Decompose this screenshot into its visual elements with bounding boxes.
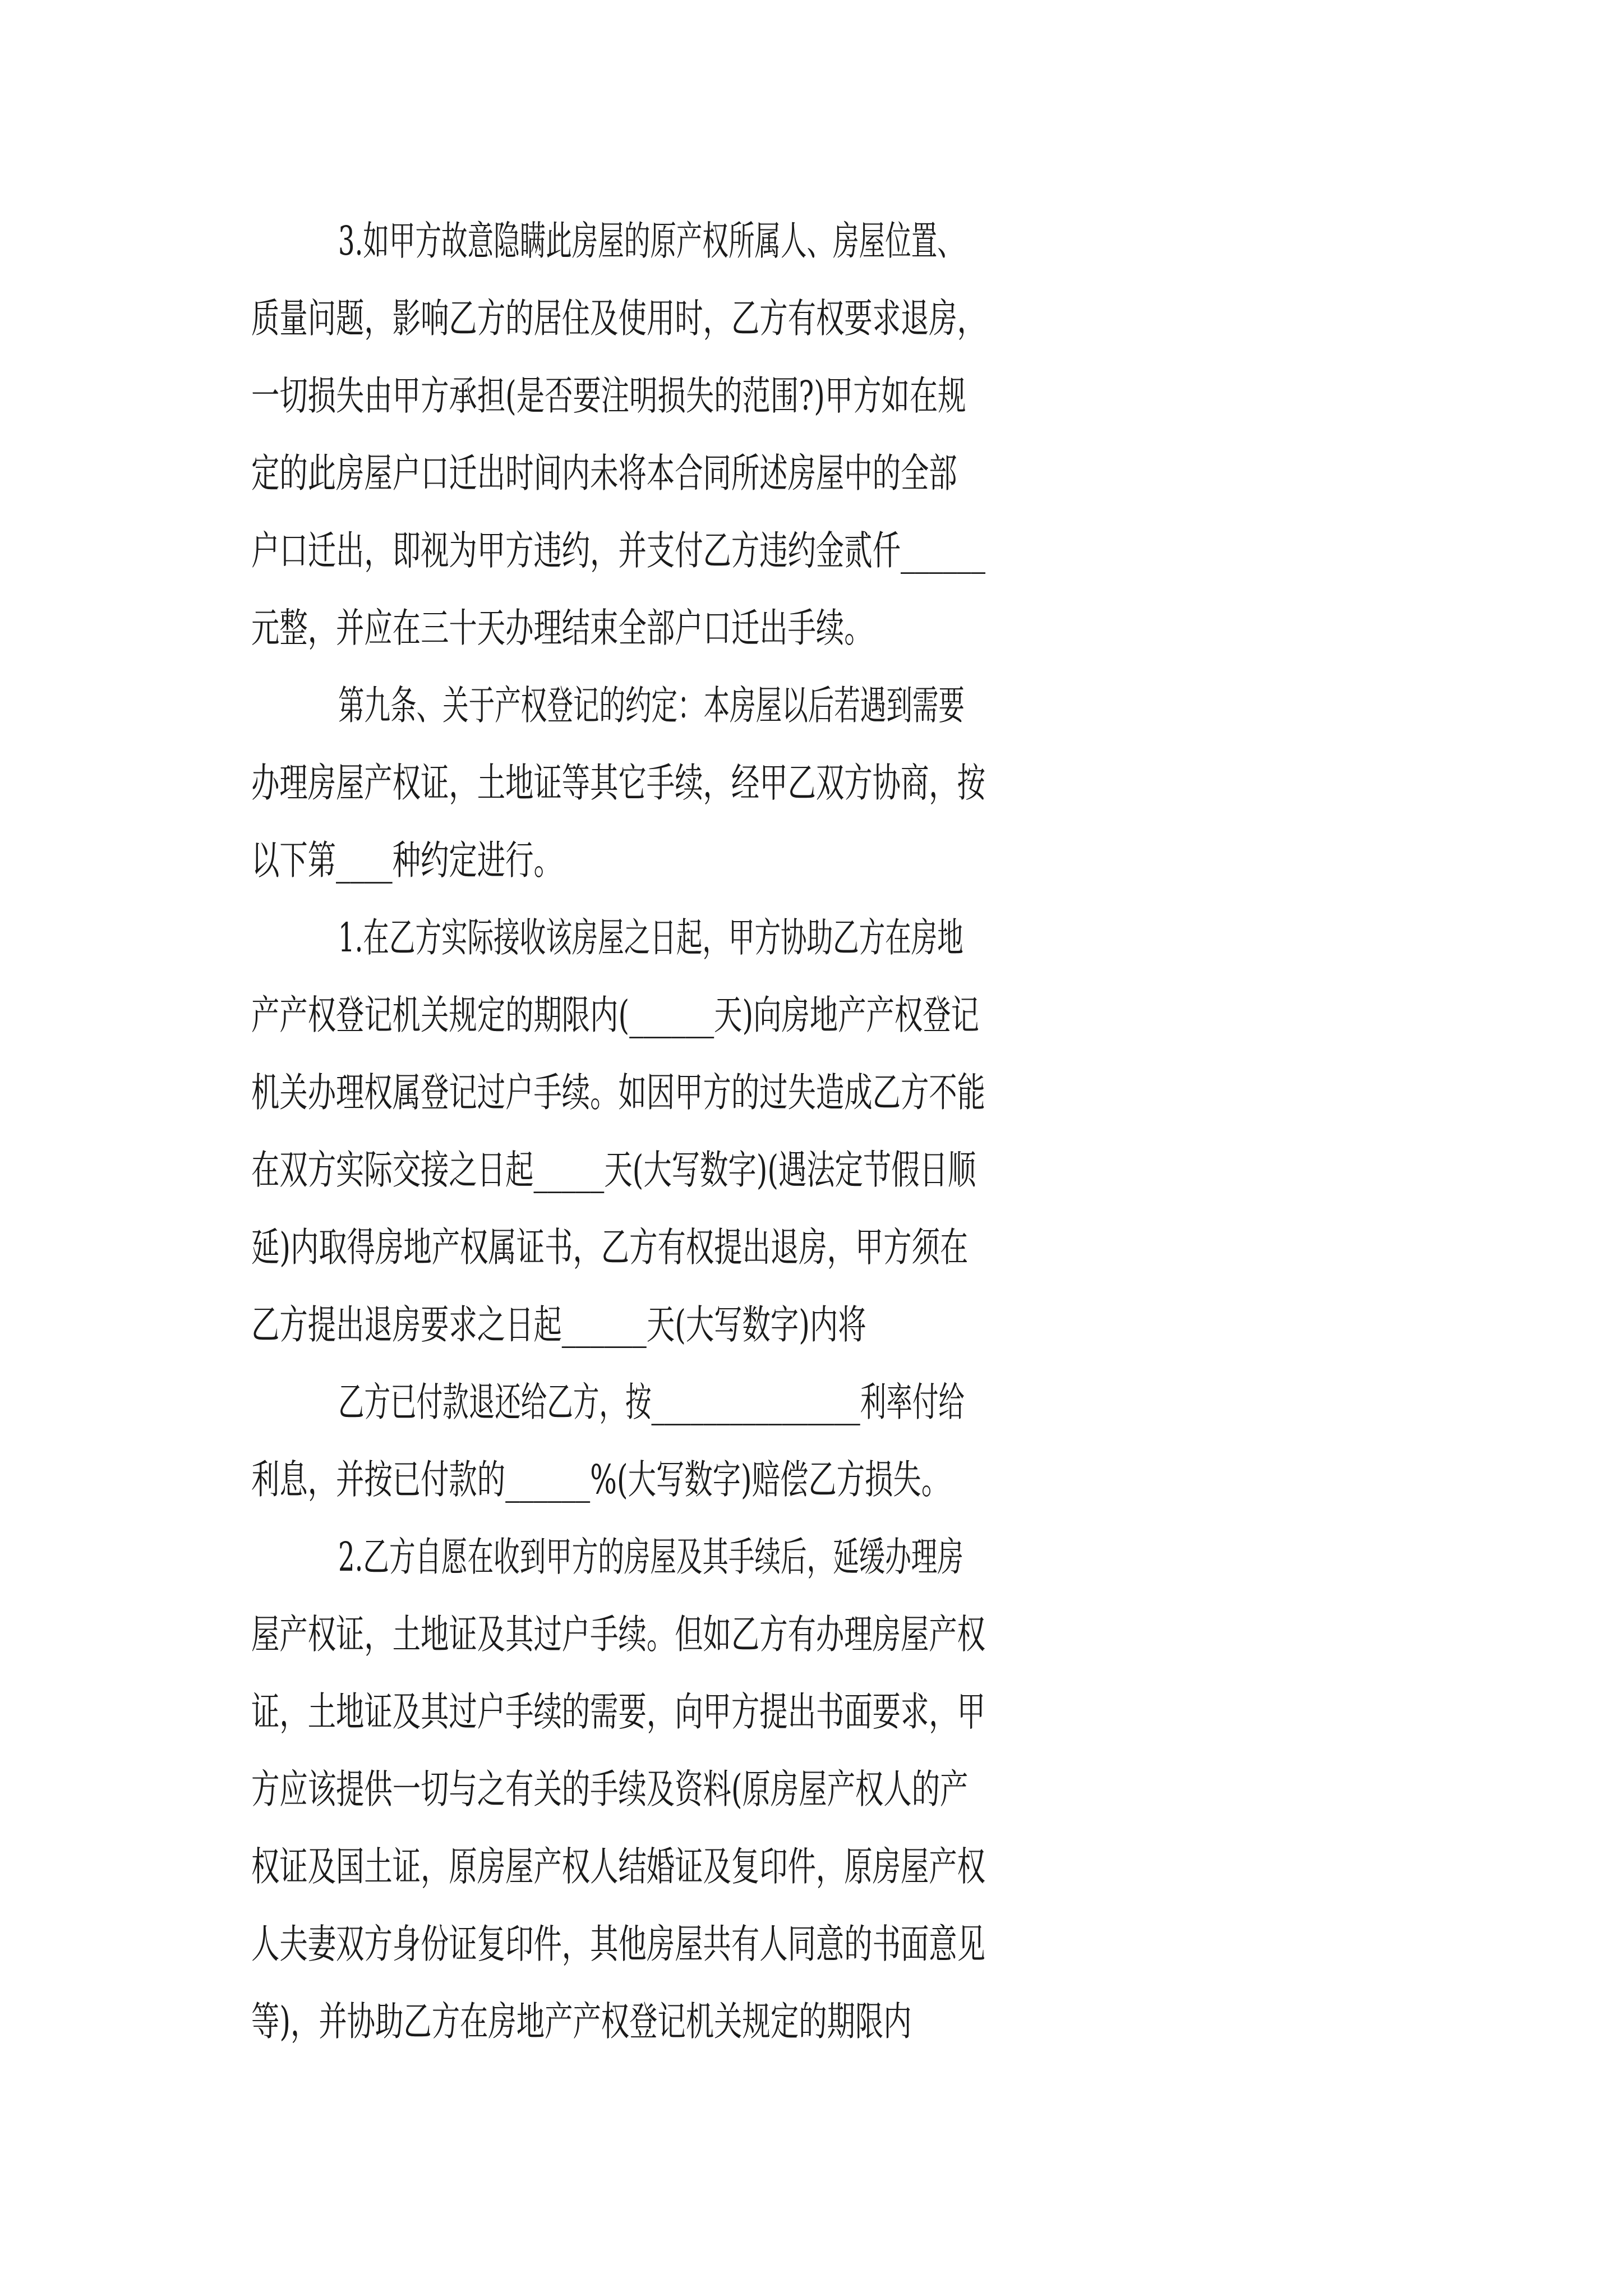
text-line: 第九条、关于产权登记的约定：本房屋以后若遇到需要 xyxy=(338,682,965,729)
text-line: 户口迁出，即视为甲方违约，并支付乙方违约金贰仟______ xyxy=(251,527,986,574)
text-line: 元整，并应在三十天办理结束全部户口迁出手续。 xyxy=(251,605,873,651)
text-line: 机关办理权属登记过户手续。如因甲方的过失造成乙方不能 xyxy=(251,1069,986,1116)
text-line: 乙方已付款退还给乙方，按________________利率付给 xyxy=(338,1379,965,1425)
text-line: 2.乙方自愿在收到甲方的房屋及其手续后，延缓办理房 xyxy=(338,1534,963,1580)
text-line: 质量问题，影响乙方的居住及使用时，乙方有权要求退房， xyxy=(251,295,986,342)
text-line: 延)内取得房地产权属证书，乙方有权提出退房，甲方须在 xyxy=(251,1224,969,1271)
text-line: 产产权登记机关规定的期限内(______天)向房地产产权登记 xyxy=(251,992,979,1038)
text-line: 等)，并协助乙方在房地产产权登记机关规定的期限内 xyxy=(251,1998,912,2045)
text-line: 权证及国土证，原房屋产权人结婚证及复印件，原房屋产权 xyxy=(251,1843,986,1890)
text-line: 屋产权证，土地证及其过户手续。但如乙方有办理房屋产权 xyxy=(251,1611,986,1658)
text-line: 人夫妻双方身份证复印件，其他房屋共有人同意的书面意见 xyxy=(251,1921,986,1967)
text-line: 定的此房屋户口迁出时间内未将本合同所述房屋中的全部 xyxy=(251,450,957,496)
text-line: 办理房屋产权证，土地证等其它手续，经甲乙双方协商，按 xyxy=(251,760,986,806)
text-line: 利息，并按已付款的______%(大写数字)赔偿乙方损失。 xyxy=(251,1456,950,1503)
text-line: 在双方实际交接之日起_____天(大写数字)(遇法定节假日顺 xyxy=(251,1147,976,1193)
text-line: 一切损失由甲方承担(是否要注明损失的范围?)甲方如在规 xyxy=(251,372,966,419)
text-line: 以下第____种约定进行。 xyxy=(251,837,562,884)
text-line: 3.如甲方故意隐瞒此房屋的原产权所属人、房屋位置、 xyxy=(338,218,963,264)
text-line: 方应该提供一切与之有关的手续及资料(原房屋产权人的产 xyxy=(251,1766,969,1812)
text-line: 1.在乙方实际接收该房屋之日起，甲方协助乙方在房地 xyxy=(338,914,963,961)
text-line: 乙方提出退房要求之日起______天(大写数字)内将 xyxy=(251,1301,866,1348)
text-line: 证，土地证及其过户手续的需要，向甲方提出书面要求，甲 xyxy=(251,1688,986,1735)
